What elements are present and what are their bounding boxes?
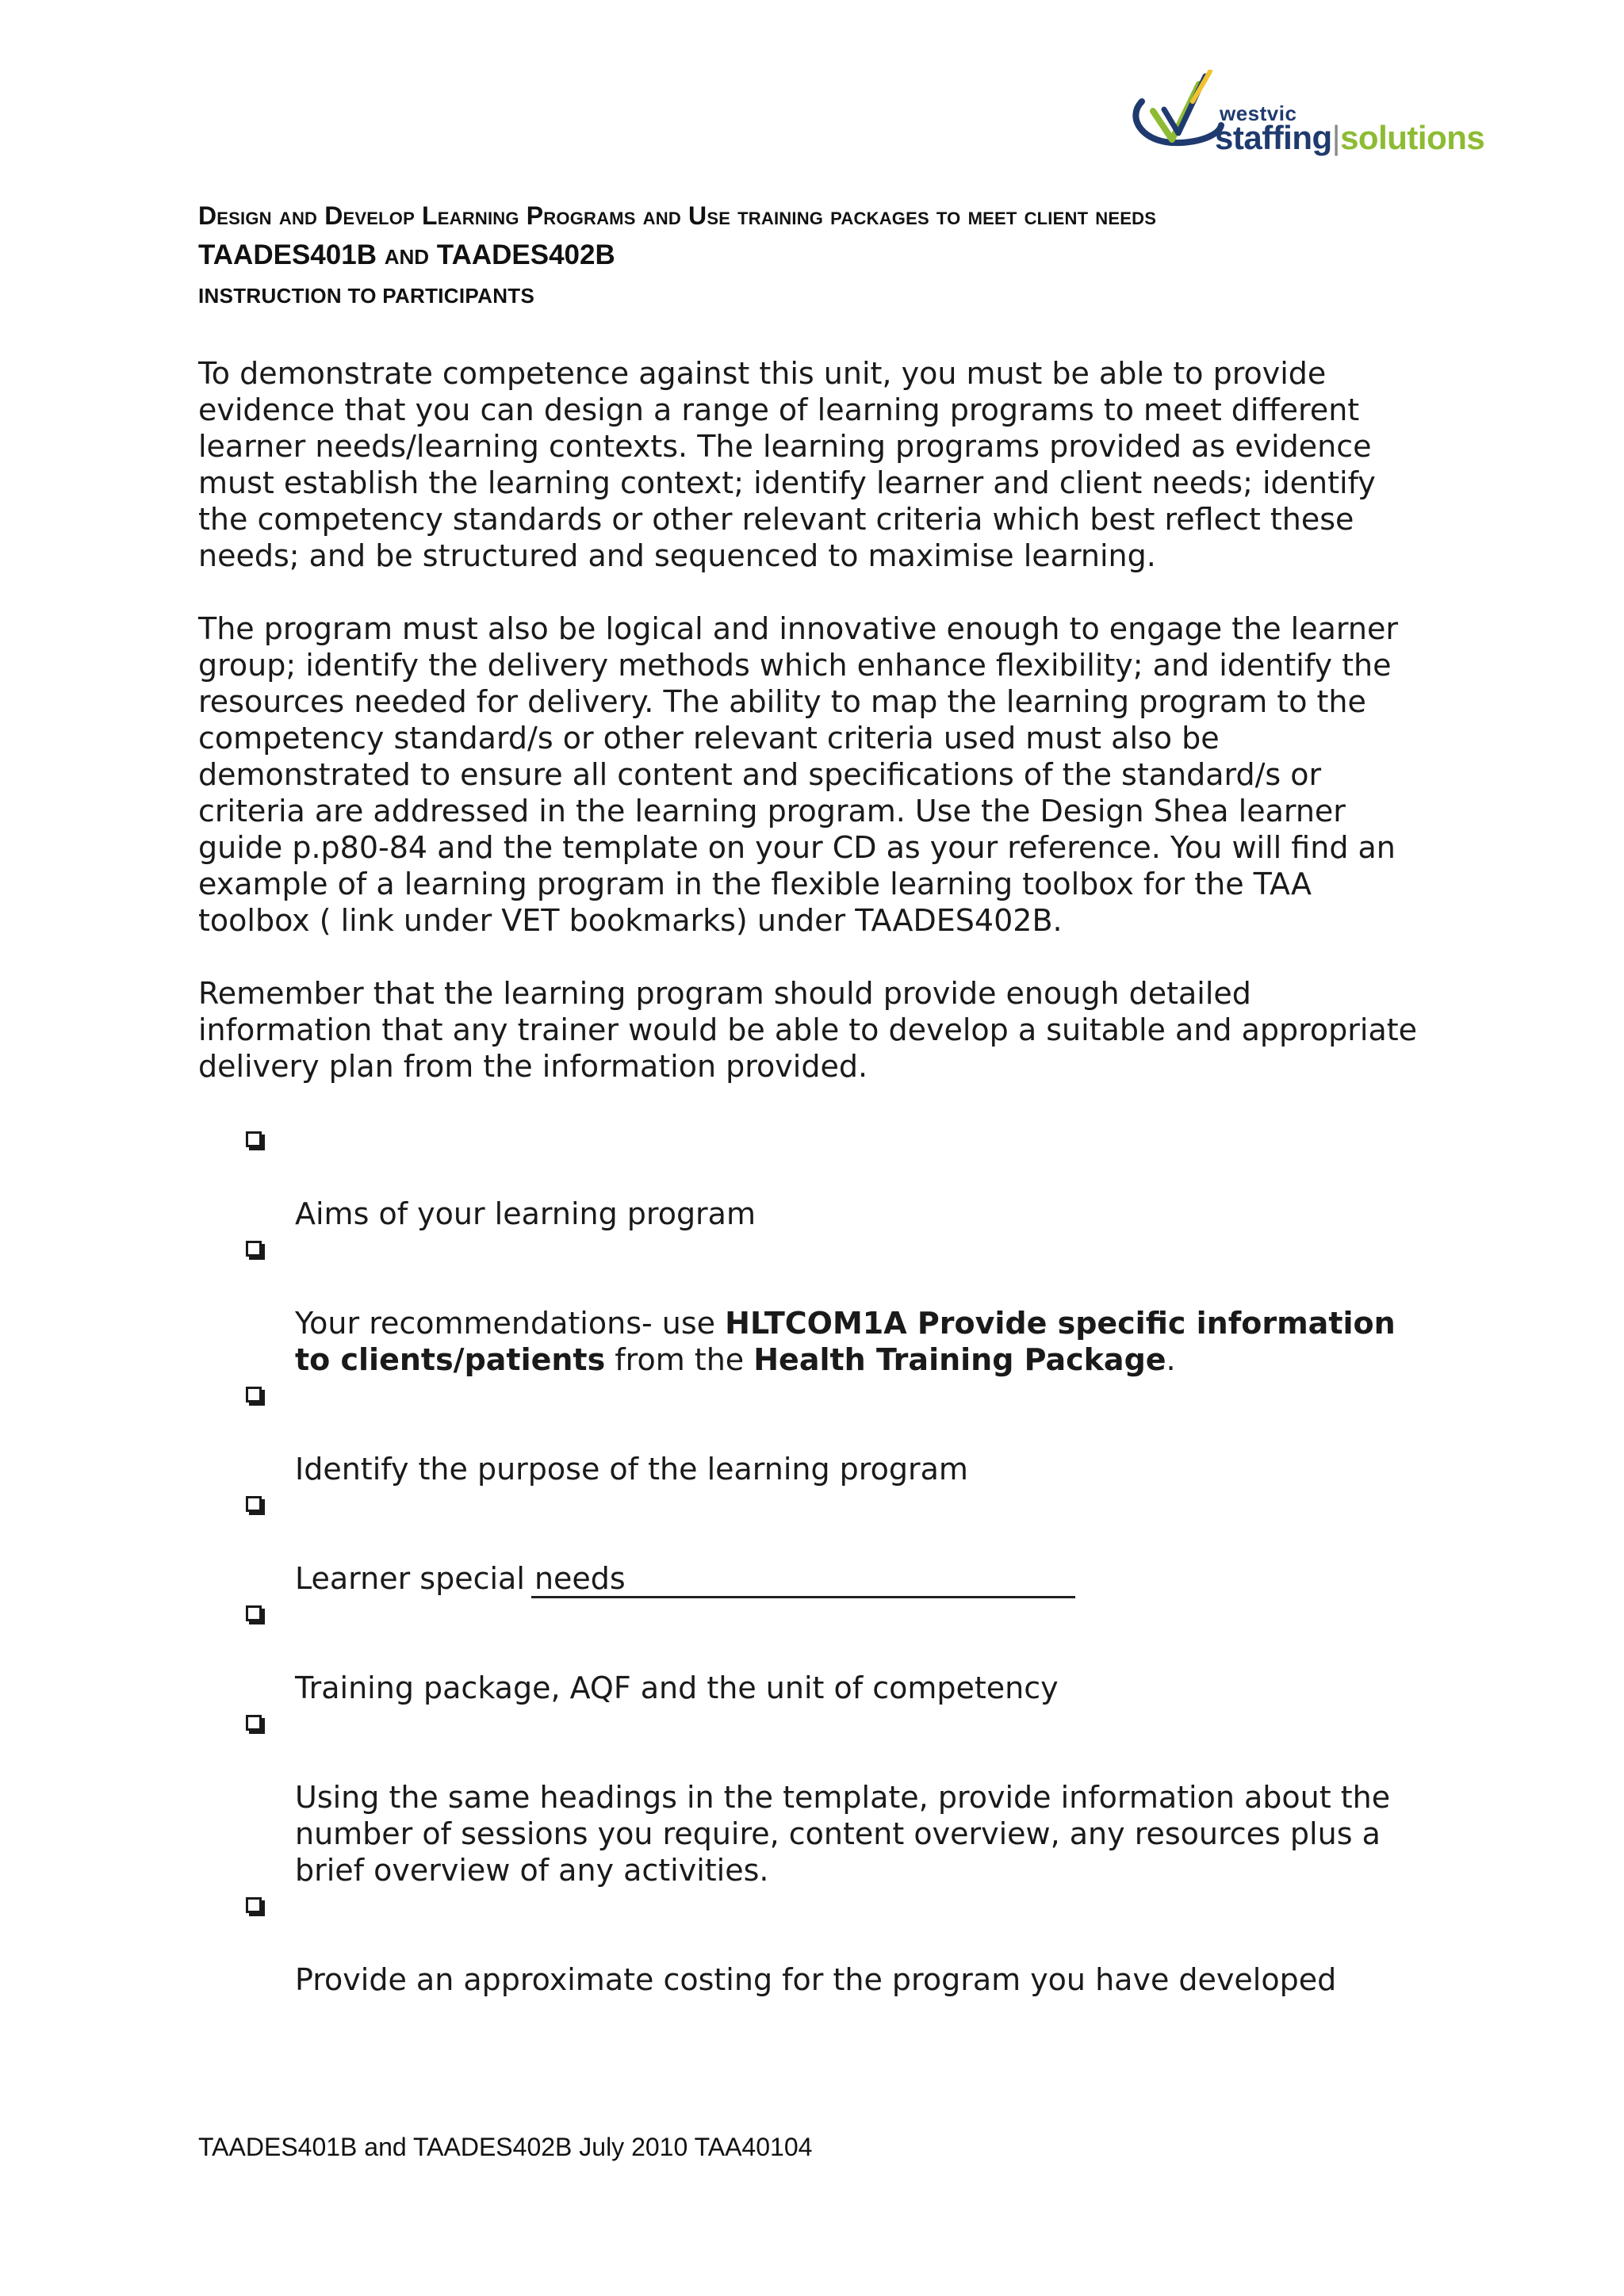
list-item — [244, 1888, 1434, 1998]
requirements-checklist — [244, 1123, 1434, 1998]
unit-code-1: TAADES401B — [198, 239, 377, 270]
unit-reference-bold: HLTCOM1A Provide specific information to clients/patients — [295, 1306, 1396, 1377]
document-title: Design and Develop Learning Programs and Use training packages to meet client needs — [198, 201, 1157, 230]
logo-westvic-text: westvic — [1220, 101, 1297, 125]
list-item-text: Training package, AQF and the unit of competency — [295, 1670, 1059, 1705]
paragraph-reminder: Remember that the learning program should provide enough detailed information that any trainer would be able to develop a suitable and appropriate delivery plan from the information provided. — [198, 976, 1418, 1084]
instruction-subtitle: INSTRUCTION TO PARTICIPANTS — [198, 284, 535, 308]
unit-joiner: AND — [384, 245, 430, 269]
checkbox-bullet-icon — [246, 1241, 262, 1257]
list-item — [244, 1487, 1434, 1597]
list-item — [244, 1232, 1434, 1378]
list-item-text: Identify the purpose of the learning program — [295, 1452, 968, 1487]
section-divider — [531, 1596, 1075, 1598]
checkbox-bullet-icon — [246, 1605, 262, 1621]
page-footer: TAADES401B and TAADES402B July 2010 TAA40104 — [198, 2133, 813, 2161]
paragraph-program-requirements: The program must also be logical and innovative enough to engage the learner group; identify the delivery methods which enhance flexibility; and identify the resources needed for delivery. The ability to map the learning program to the competency standard/s or other relevant criteria used must also be demonstrated to ensure all content and specifications of the standard/s or criteria are addressed in the learning program. Use the Design Shea learner guide p.p80-84 and the template on your CD as your reference. You will find an example of a learning program in the flexible learning toolbox for the TAA toolbox ( link under VET bookmarks) under TAADES402B. — [198, 611, 1398, 938]
logo-separator: | — [1331, 119, 1341, 156]
checkbox-bullet-icon — [246, 1387, 262, 1402]
list-item — [244, 1597, 1434, 1706]
list-item-text-post: . — [1166, 1342, 1176, 1377]
list-item-text: Using the same headings in the template, provide information about the number of sessions you require, content overview, any resources plus a brief overview of any activities. — [295, 1780, 1391, 1888]
list-item-text-mid: from the — [605, 1342, 754, 1377]
paragraph-competence: To demonstrate competence against this unit, you must be able to provide evidence that you can design a range of learning programs to meet different learner needs/learning contexts. The learning programs provided as evidence must establish the learning context; identify learner and client needs; identify the competency standards or other relevant criteria which best reflect these needs; and be structured and sequenced to maximise learning. — [198, 356, 1376, 573]
unit-codes-heading — [198, 239, 615, 271]
checkbox-bullet-icon — [246, 1897, 262, 1913]
checkbox-bullet-icon — [246, 1496, 262, 1512]
unit-code-2: TAADES402B — [436, 239, 615, 270]
list-item — [244, 1123, 1434, 1232]
checkbox-bullet-icon — [246, 1131, 262, 1147]
list-item-text-pre: Your recommendations- use — [295, 1306, 726, 1341]
checkmark-logo-icon — [1126, 70, 1229, 165]
list-item-text: Provide an approximate costing for the program you have developed — [295, 1962, 1337, 1997]
checkbox-bullet-icon — [246, 1715, 262, 1731]
logo-staffing-solutions-text — [1215, 119, 1484, 157]
list-item — [244, 1706, 1434, 1888]
logo-staffing-word: staffing — [1215, 119, 1332, 156]
company-logo — [1126, 70, 1485, 173]
list-item — [244, 1378, 1434, 1487]
logo-solutions-word: solutions — [1340, 119, 1485, 156]
package-reference-bold: Health Training Package — [753, 1342, 1166, 1377]
list-item-text: Aims of your learning program — [295, 1196, 756, 1231]
list-item-text: Learner special needs — [295, 1561, 626, 1596]
